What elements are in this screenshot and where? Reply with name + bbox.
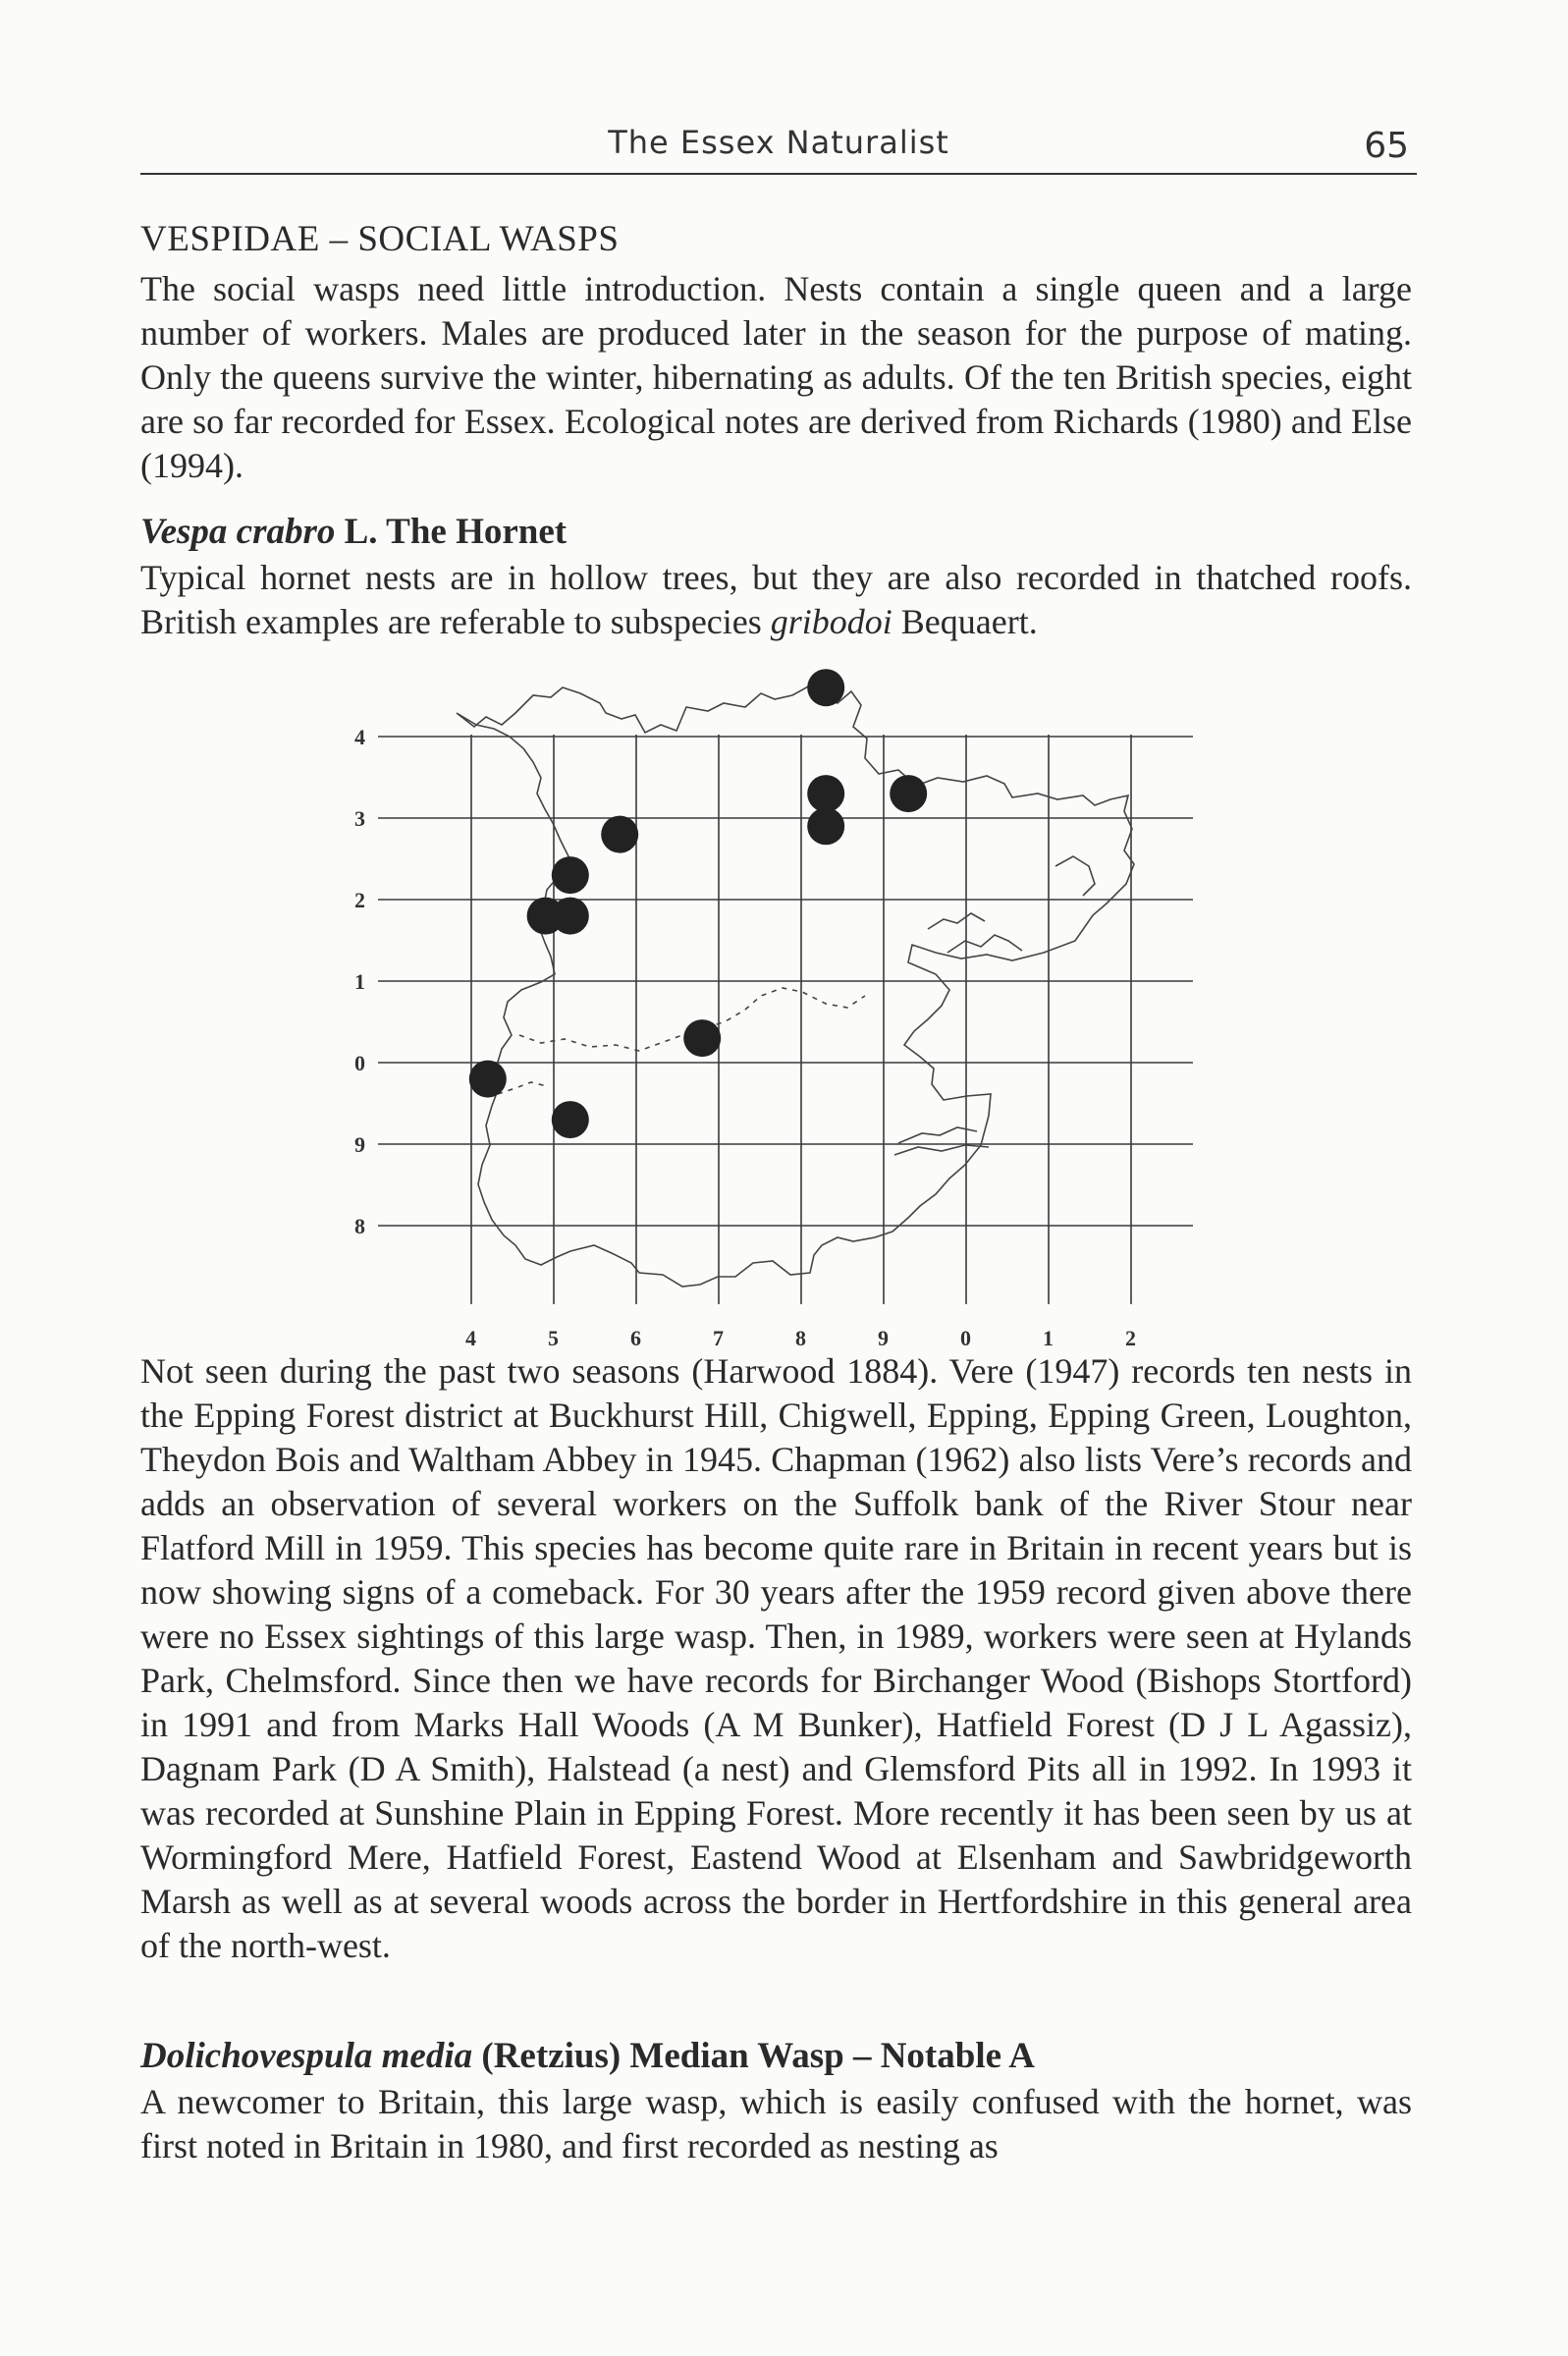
x-label: 2: [1125, 1326, 1136, 1350]
description-text-end: Bequaert.: [892, 602, 1038, 641]
species-name: Dolichovespula media: [140, 2036, 473, 2076]
x-label: 0: [960, 1326, 971, 1350]
x-axis-labels: [465, 1326, 1136, 1350]
species-authority: L. The Hornet: [335, 512, 568, 552]
record-dot: [807, 669, 844, 706]
record-dot: [890, 775, 927, 812]
x-label: 1: [1043, 1326, 1054, 1350]
y-label: 8: [354, 1214, 365, 1238]
map-grid: [378, 735, 1193, 1304]
y-label: 9: [354, 1132, 365, 1157]
record-dot: [683, 1019, 721, 1057]
county-outline: [457, 685, 1134, 1287]
species-name: Vespa crabro: [140, 512, 336, 552]
record-dot: [807, 807, 844, 845]
dolichovespula-description: A newcomer to Britain, this large wasp, which is easily confused with the hornet, was first noted in Britain in 1980, and first recorded as nesting as: [140, 2082, 1412, 2165]
y-label: 0: [354, 1051, 365, 1075]
y-label: 1: [354, 969, 365, 994]
species-authority: (Retzius) Median Wasp – Notable A: [472, 2036, 1035, 2076]
page-number: 65: [1364, 126, 1409, 166]
section-title: VESPIDAE – SOCIAL WASPS: [140, 219, 620, 259]
journal-title: The Essex Naturalist: [608, 124, 949, 161]
species-description: [140, 556, 1412, 644]
x-label: 5: [548, 1326, 559, 1350]
record-dot: [469, 1061, 507, 1098]
record-dot: [807, 775, 844, 812]
record-dots: [469, 669, 927, 1138]
distribution-map: [349, 656, 1213, 1363]
y-axis-labels: [354, 725, 365, 1238]
x-label: 6: [630, 1326, 641, 1350]
species-heading-dolichovespula-media: [140, 2035, 1035, 2077]
record-dot: [552, 898, 589, 935]
record-dot: [552, 856, 589, 894]
record-dot: [601, 816, 638, 853]
record-dot: [552, 1101, 589, 1138]
x-label: 7: [713, 1326, 724, 1350]
subspecies-name: gribodoi: [770, 602, 892, 641]
running-header: [140, 116, 1417, 175]
x-label: 4: [465, 1326, 476, 1350]
x-label: 8: [795, 1326, 806, 1350]
vespa-crabro-records-paragraph: Not seen during the past two seasons (Harwood 1884). Vere (1947) records ten nests in the Epping Forest district at Buckhurst Hill, Chigwell, Epping, Epping Green, Loughton, Theydon Bois and Waltham Abbey in 1945. Chapman (1962) also lists Vere’s records and adds an observation of several workers on the Suffolk bank of the River Stour near Flatford Mill in 1959. This species has become quite rare in Britain in recent years but is now showing signs of a comeback. For 30 years after the 1959 record given above there were no Essex sightings of this large wasp. Then, in 1989, workers were seen at Hylands Park, Chelmsford. Since then we have records for Birchanger Wood (Bishops Stortford) in 1991 and from Marks Hall Woods (A M Bunker), Hatfield Forest (D J L Agassiz), Dagnam Park (D A Smith), Halstead (a nest) and Glemsford Pits all in 1992. In 1993 it was recorded at Sunshine Plain in Epping Forest. More recently it has been seen by us at Wormingford Mere, Hatfield Forest, Eastend Wood at Elsenham and Sawbridgeworth Marsh as well as at several woods across the border in Hertfordshire in this general area of the north-west.: [140, 1351, 1412, 1965]
y-label: 4: [354, 725, 365, 749]
description-text: Typical hornet nests are in hollow trees, but they are also recorded in thatched roofs. British examples are referable to subspecies: [140, 558, 1412, 641]
intro-paragraph: The social wasps need little introduction. Nests contain a single queen and a large number of workers. Males are produced later in the season for the purpose of mating. Only the queens survive the winter, hibernating as adults. Of the ten British species, eight are so far recorded for Essex. Ecological notes are derived from Richards (1980) and Else (1994).: [140, 269, 1412, 485]
y-label: 2: [354, 888, 365, 912]
x-label: 9: [878, 1326, 889, 1350]
y-label: 3: [354, 806, 365, 831]
species-heading-vespa-crabro: [140, 511, 567, 553]
